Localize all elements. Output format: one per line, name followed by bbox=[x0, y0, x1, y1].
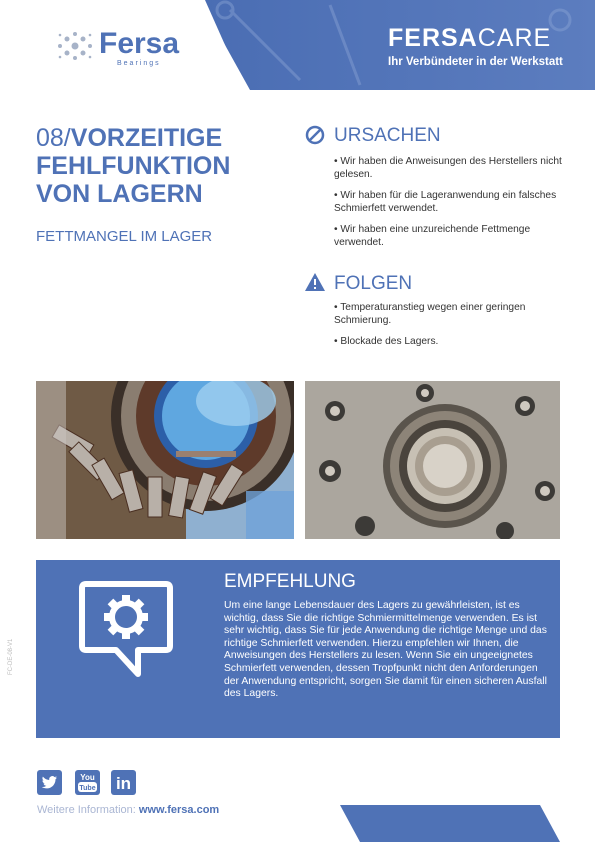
youtube-bottom-label: Tube bbox=[79, 785, 96, 792]
recommendation-heading: EMPFEHLUNG bbox=[224, 571, 356, 592]
list-item: • Wir haben eine unzureichende Fettmenge verwendet. bbox=[334, 224, 531, 248]
consequences-heading: FOLGEN bbox=[334, 273, 413, 294]
brand-bold: FERSA bbox=[388, 24, 478, 52]
list-item: • Wir haben für die Lageranwendung ein falsches Schmierfett verwendet. bbox=[334, 190, 557, 214]
more-info bbox=[37, 804, 219, 816]
logo-name: Fersa bbox=[99, 27, 180, 60]
title-number: 08/ bbox=[36, 124, 71, 152]
youtube-top-label: You bbox=[80, 773, 95, 782]
fersa-logo bbox=[55, 25, 215, 70]
bearing-photo-2 bbox=[305, 381, 560, 539]
youtube-button[interactable] bbox=[75, 770, 100, 795]
page-subtitle: FETTMANGEL IM LAGER bbox=[36, 228, 213, 245]
linkedin-button[interactable] bbox=[111, 770, 136, 795]
twitter-button[interactable] bbox=[37, 770, 62, 795]
bearing-photo-1 bbox=[36, 381, 294, 539]
linkedin-label: in bbox=[115, 774, 132, 793]
list-item: • Blockade des Lagers. bbox=[334, 336, 439, 347]
brand-wordmark bbox=[388, 24, 551, 53]
footer-accent bbox=[340, 805, 560, 842]
recommendation-panel bbox=[36, 560, 560, 738]
causes-heading: URSACHEN bbox=[334, 125, 441, 146]
list-item: • Wir haben die Anweisungen des Herstellers nicht gelesen. bbox=[334, 156, 562, 180]
page-title bbox=[36, 124, 276, 208]
title-line-2: FEHLFUNKTION bbox=[36, 152, 231, 180]
gear-chat-icon bbox=[76, 576, 176, 681]
website-link[interactable]: www.fersa.com bbox=[138, 804, 220, 816]
consequences-list bbox=[334, 302, 574, 358]
causes-list bbox=[334, 156, 574, 258]
brand-light: CARE bbox=[477, 24, 552, 52]
tagline: Ihr Verbündeter in der Werkstatt bbox=[388, 56, 563, 68]
title-line-3: VON LAGERN bbox=[36, 180, 203, 208]
no-entry-icon bbox=[305, 125, 325, 145]
warning-icon bbox=[304, 272, 326, 292]
document-code: FC-DE-08-V1 bbox=[8, 638, 14, 675]
youtube-icon bbox=[75, 770, 100, 795]
list-item: • Temperaturanstieg wegen einer geringen Schmierung. bbox=[334, 302, 526, 326]
title-line-1: VORZEITIGE bbox=[70, 124, 223, 152]
twitter-icon bbox=[37, 770, 62, 795]
recommendation-text: Um eine lange Lebensdauer des Lagers zu gewährleisten, ist es wichtig, dass Sie die richtige Schmiermittelmenge verwenden. Es ist sehr wichtig, dass Sie für jede Anwendung die richtige Menge und das richtige Schmierfett verwenden. Hierzu empfehlen wir Ihnen, die Anweisungen des Herstellers zu lesen. Wenn Sie ein ungeeignetes Schmierfett verwenden, dessen Tropfpunkt nicht den Anforderungen der Anwendung entspricht, sorgen Sie damit für einen sicheren Ausfall des Lagers. bbox=[224, 600, 547, 700]
logo-dots-icon bbox=[55, 29, 95, 63]
logo-subtitle: Bearings bbox=[117, 60, 161, 67]
more-info-label: Weitere Information: bbox=[37, 804, 139, 816]
linkedin-icon bbox=[111, 770, 136, 795]
